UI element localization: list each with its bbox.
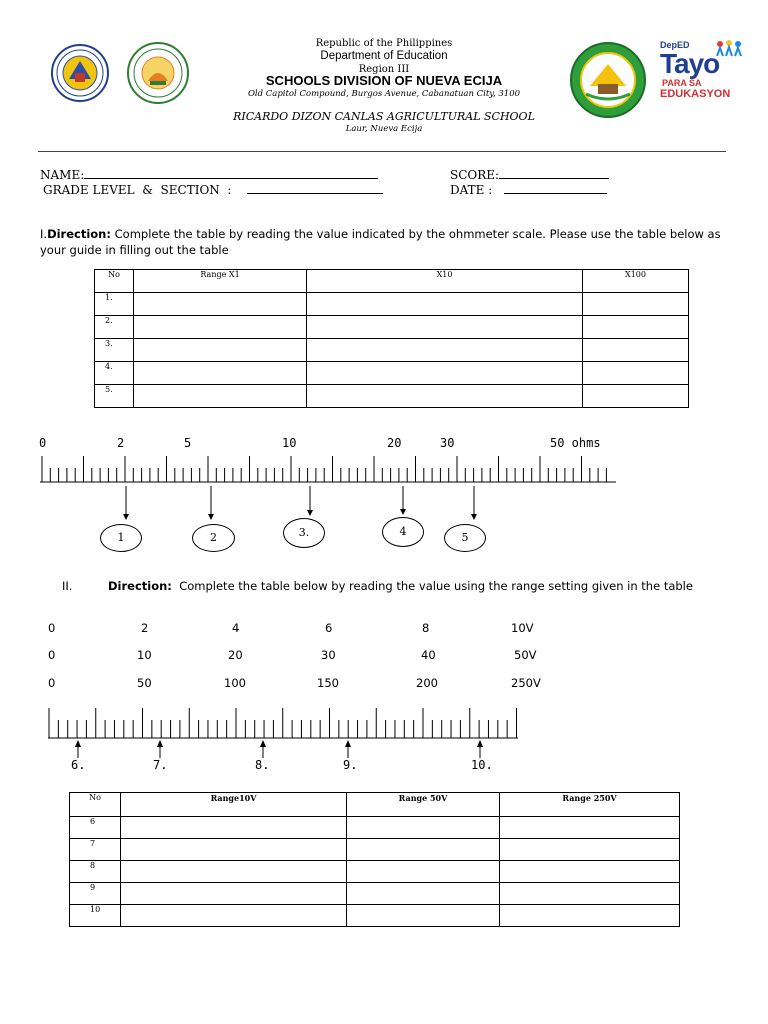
table-row: 3. [95,339,689,362]
name-blank[interactable] [84,166,378,179]
volt-pointer-label: 6. [71,758,86,772]
deped-tayo-logo: DepED Tayo PARA SA EDUKASYON [660,40,750,100]
pointer-circle-1: 1 [100,524,142,552]
arrow-head-icon [75,740,81,747]
ohm-scale-label: 5 [184,436,192,450]
table-row: 8 [70,861,680,883]
volt-label: 4 [232,621,240,635]
volt-label: 8 [422,621,430,635]
pointer-circle-2: 2 [192,524,235,552]
table-row: 2. [95,316,689,339]
volt-pointer-label: 9. [343,758,358,772]
table-header: Range 50V [347,793,500,817]
volt-label: 0 [48,676,56,690]
table-row: 1. [95,293,689,316]
volt-pointer-label: 10. [471,758,493,772]
table-row: 4. [95,362,689,385]
volt-label: 0 [48,648,56,662]
school-location: Laur, Nueva Ecija [345,124,423,134]
volt-label: 50 [137,676,152,690]
volt-label: 20 [228,648,243,662]
department-text: Department of Education [320,50,448,62]
table-header: Range10V [121,793,347,817]
table-header: Range 250V [500,793,680,817]
arrow-head-icon [345,740,351,747]
table-row: 5. [95,385,689,408]
address-text: Old Capitol Compound, Burgos Avenue, Cabanatuan City, 3100 [247,89,521,99]
arrow-head-icon [123,514,129,520]
name-label: NAME: [40,168,85,182]
ohm-scale-label: 30 [440,436,455,450]
voltmeter-table [69,792,680,927]
volt-label: 2 [141,621,149,635]
volt-label: 40 [421,648,436,662]
table-header: X10 [307,270,583,293]
volt-label: 10V [511,621,534,635]
table-row: 9 [70,883,680,905]
arrow-head-icon [307,510,313,516]
table-header: Range X1 [134,270,307,293]
grade-blank[interactable] [247,181,383,194]
school-name: RICARDO DIZON CANLAS AGRICULTURAL SCHOOL [233,110,535,123]
table-header: No [70,793,121,817]
ohm-scale-label: 10 [282,436,297,450]
region-text: Region III [358,64,410,75]
table-row: 7 [70,839,680,861]
grade-label: GRADE LEVEL & SECTION : [43,183,232,197]
arrow-head-icon [208,514,214,520]
arrow-head-icon [260,740,266,747]
volt-label: 200 [416,676,438,690]
volt-label: 150 [317,676,339,690]
volt-label: 10 [137,648,152,662]
volt-label: 100 [224,676,246,690]
volt-pointer-label: 7. [153,758,168,772]
volt-pointer-label: 8. [255,758,270,772]
part2-direction: Direction: Complete the table below by reading the value using the range setting given in the table [108,579,693,593]
name-field[interactable] [40,166,378,182]
republic-text: Republic of the Philippines [315,38,453,49]
ohm-scale-label: 20 [387,436,402,450]
arrow-head-icon [400,509,406,515]
ohm-scale-label: 0 [39,436,47,450]
table-row: 10 [70,905,680,927]
date-blank[interactable] [504,181,607,194]
table-header: No [95,270,134,293]
score-field[interactable] [450,166,609,182]
volt-label: 30 [321,648,336,662]
pointer-circle-3: 3. [283,518,325,548]
pointer-circle-4: 4 [382,517,424,547]
grade-section-field[interactable] [43,181,383,197]
score-blank[interactable] [499,166,609,179]
part1-direction: I.Direction: Complete the table by reading the value indicated by the ohmmeter scale. Please use the table below as your guide in filling out the table [40,227,721,257]
score-label: SCORE: [450,168,500,182]
arrow-head-icon [477,740,483,747]
table-header: X100 [583,270,689,293]
table-row: 6 [70,817,680,839]
ohm-scale-label: 2 [117,436,125,450]
pointer-circle-5: 5 [444,524,486,552]
date-label: DATE : [450,183,493,197]
volt-label: 50V [514,648,537,662]
voltmeter-scale [0,700,768,760]
division-title: SCHOOLS DIVISION OF NUEVA ECIJA [265,73,503,88]
arrow-head-icon [157,740,163,747]
arrow-head-icon [471,514,477,520]
part2-numeral: II. [62,579,73,593]
volt-label: 0 [48,621,56,635]
header-divider [38,151,726,152]
ohm-scale-label: 50 ohms [550,436,601,450]
date-field[interactable] [450,181,607,197]
ohmmeter-table [94,269,689,408]
volt-label: 6 [325,621,333,635]
volt-label: 250V [511,676,541,690]
